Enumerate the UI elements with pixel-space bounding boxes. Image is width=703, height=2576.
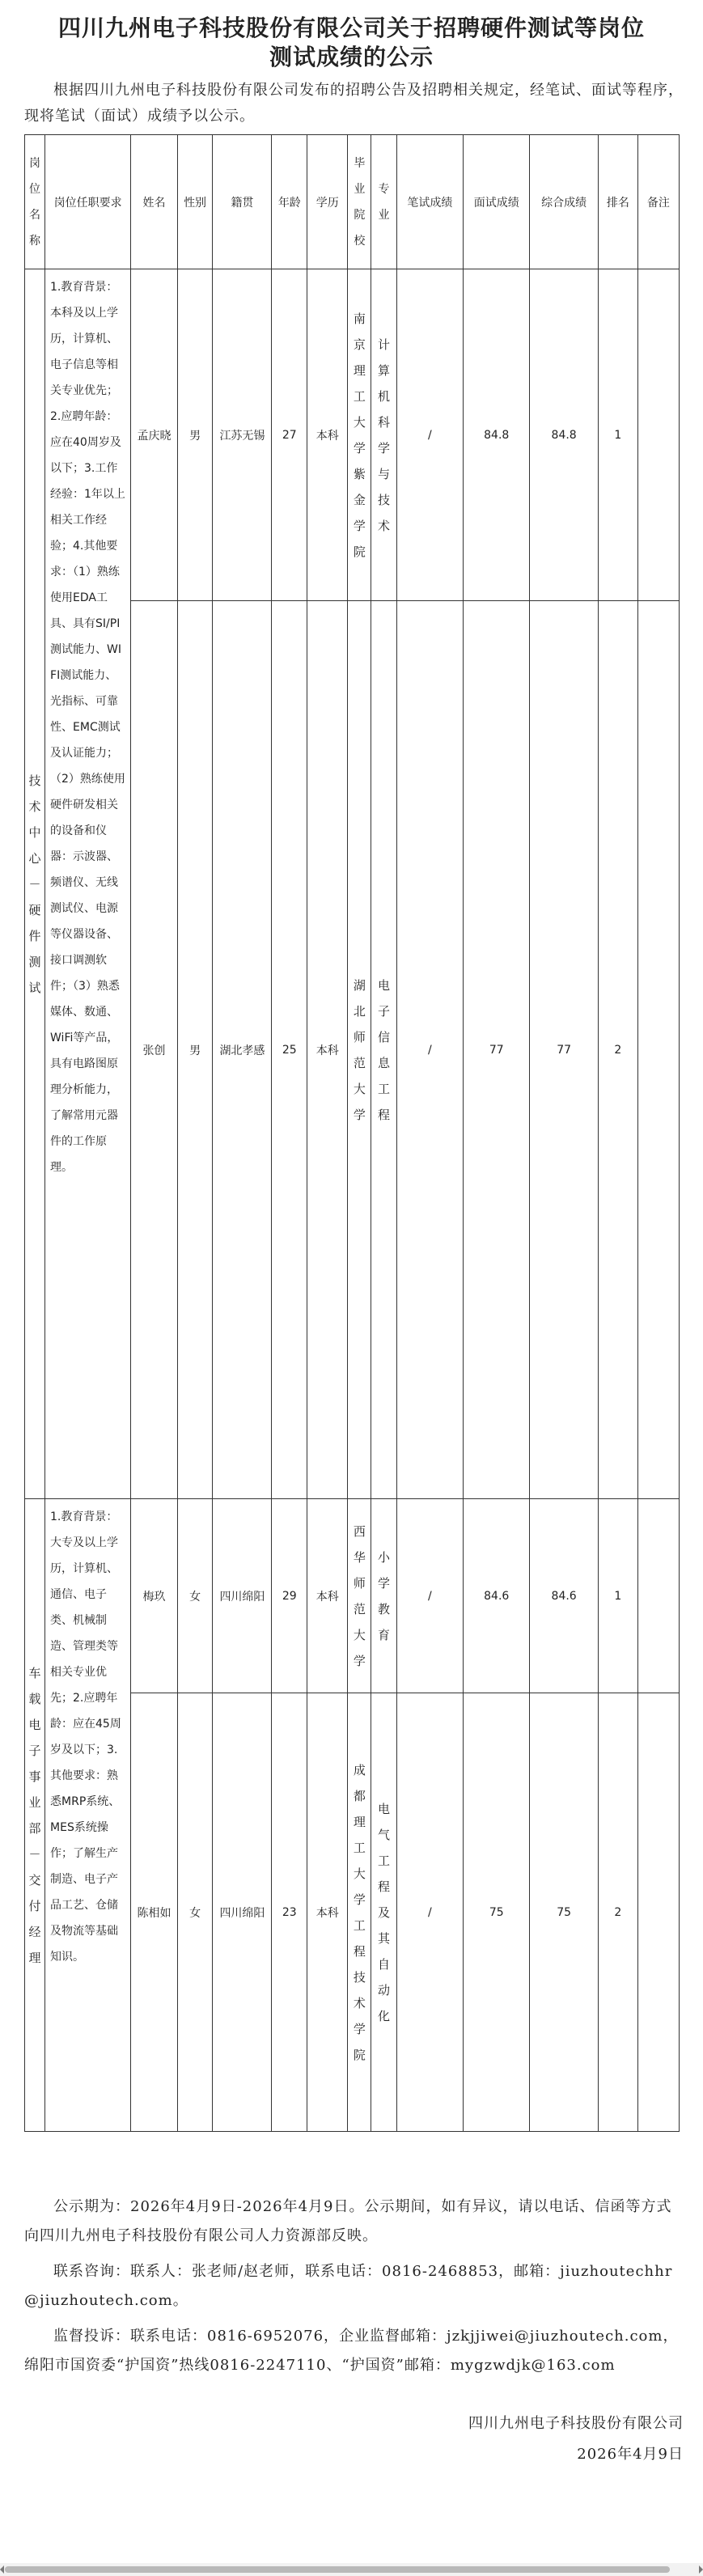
header-written: 笔试成绩 (396, 135, 463, 269)
origin-cell: 湖北孝感 (213, 601, 272, 1499)
gender-cell: 男 (177, 601, 213, 1499)
rank-cell: 2 (598, 1693, 637, 2132)
age-cell: 27 (272, 269, 307, 601)
header-rank: 排名 (598, 135, 637, 269)
rank-cell: 1 (598, 269, 637, 601)
results-table (24, 134, 680, 2132)
total-cell: 84.6 (530, 1499, 598, 1693)
header-age: 年龄 (272, 135, 307, 269)
school-cell: 南京理工大学紫金学院 (348, 269, 371, 601)
gender-cell: 男 (177, 269, 213, 601)
age-cell: 29 (272, 1499, 307, 1693)
header-origin: 籍贯 (213, 135, 272, 269)
header-gender: 性别 (177, 135, 213, 269)
total-cell: 77 (530, 601, 598, 1499)
scroll-left-icon[interactable] (0, 2565, 4, 2574)
age-cell: 23 (272, 1693, 307, 2132)
remark-cell (637, 601, 679, 1499)
school-cell: 湖北师范大学 (348, 601, 371, 1499)
major-cell: 电气工程及其自动化 (371, 1693, 396, 2132)
supervision-info: 监督投诉：联系电话：0816-6952076，企业监督邮箱：jzkjjiwei@jiuzhoutech.com，绵阳市国资委“护国资”热线0816-2247110、“护国资”邮箱：mygzwdjk@163.com (24, 2328, 679, 2374)
header-interview: 面试成绩 (464, 135, 530, 269)
interview-cell: 75 (464, 1693, 530, 2132)
horizontal-scrollbar[interactable] (0, 2563, 703, 2576)
page-title: 四川九州电子科技股份有限公司关于招聘硬件测试等岗位 (57, 15, 645, 41)
notice-date: 2026年4月9日 (577, 2446, 684, 2463)
total-cell: 75 (530, 1693, 598, 2132)
name-cell: 张创 (131, 601, 177, 1499)
education-cell: 本科 (307, 269, 348, 601)
header-education: 学历 (307, 135, 348, 269)
table-row (25, 269, 680, 601)
scrollbar-thumb[interactable] (5, 2566, 670, 2573)
remark-cell (637, 1693, 679, 2132)
major-cell: 计算机科学与技术 (371, 269, 396, 601)
intro-paragraph: 根据四川九州电子科技股份有限公司发布的招聘公告及招聘相关规定，经笔试、面试等程序，现将笔试（面试）成绩予以公示。 (24, 82, 684, 125)
page-title-line2: 测试成绩的公示 (269, 44, 434, 70)
education-cell: 本科 (307, 1499, 348, 1693)
header-remark: 备注 (637, 135, 679, 269)
header-total: 综合成绩 (530, 135, 598, 269)
notice-period: 公示期为：2026年4月9日-2026年4月9日。公示期间，如有异议，请以电话、信函等方式向四川九州电子科技股份有限公司人力资源部反映。 (24, 2198, 672, 2244)
written-cell: / (396, 601, 463, 1499)
education-cell: 本科 (307, 1693, 348, 2132)
table-header-row (25, 135, 680, 269)
interview-cell: 77 (464, 601, 530, 1499)
origin-cell: 江苏无锡 (213, 269, 272, 601)
interview-cell: 84.6 (464, 1499, 530, 1693)
requirements-cell: 1.教育背景：大专及以上学历，计算机、通信、电子类、机械制造、管理类等相关专业优先；2.应聘年龄：应在45周岁及以下；3.其他要求：熟悉MRP系统、MES系统操作；了解生产制造、电子产品工艺、仓储及物流等基础知识。 (45, 1499, 131, 2132)
header-major: 专业 (371, 135, 396, 269)
name-cell: 孟庆晓 (131, 269, 177, 601)
rank-cell: 1 (598, 1499, 637, 1693)
interview-cell: 84.8 (464, 269, 530, 601)
position-cell: 车载电子事业部－交付经理 (25, 1499, 45, 2132)
scroll-right-icon[interactable] (699, 2565, 703, 2574)
header-requirements: 岗位任职要求 (45, 135, 131, 269)
written-cell: / (396, 269, 463, 601)
origin-cell: 四川绵阳 (213, 1499, 272, 1693)
gender-cell: 女 (177, 1499, 213, 1693)
total-cell: 84.8 (530, 269, 598, 601)
written-cell: / (396, 1693, 463, 2132)
header-school: 毕业院校 (348, 135, 371, 269)
rank-cell: 2 (598, 601, 637, 1499)
school-cell: 成都理工大学工程技术学院 (348, 1693, 371, 2132)
name-cell: 梅玖 (131, 1499, 177, 1693)
name-cell: 陈相如 (131, 1693, 177, 2132)
gender-cell: 女 (177, 1693, 213, 2132)
header-name: 姓名 (131, 135, 177, 269)
position-cell: 技术中心－硬件测试 (25, 269, 45, 1499)
header-position: 岗位名称 (25, 135, 45, 269)
requirements-cell: 1.教育背景：本科及以上学历，计算机、电子信息等相关专业优先；2.应聘年龄：应在40周岁及以下；3.工作经验：1年以上相关工作经验；4.其他要求：（1）熟练使用EDA工具、具有SI/PI测试能力、WIFI测试能力、光指标、可靠性、EMC测试及认证能力；（2）熟练使用硬件研发相关的设备和仪器：示波器、频谱仪、无线测试仪、电源等仪器设备、接口调测软件；（3）熟悉媒体、数通、WiFi等产品，具有电路图原理分析能力，了解常用元器件的工作原理。 (45, 269, 131, 1499)
written-cell: / (396, 1499, 463, 1693)
school-cell: 西华师范大学 (348, 1499, 371, 1693)
company-signature: 四川九州电子科技股份有限公司 (468, 2415, 684, 2432)
remark-cell (637, 1499, 679, 1693)
major-cell: 小学教育 (371, 1499, 396, 1693)
education-cell: 本科 (307, 601, 348, 1499)
age-cell: 25 (272, 601, 307, 1499)
remark-cell (637, 269, 679, 601)
origin-cell: 四川绵阳 (213, 1693, 272, 2132)
contact-info: 联系咨询：联系人：张老师/赵老师，联系电话：0816-2468853，邮箱：jiuzhoutechhr@jiuzhoutech.com。 (24, 2263, 673, 2309)
table-row (25, 1499, 680, 1693)
major-cell: 电子信息工程 (371, 601, 396, 1499)
